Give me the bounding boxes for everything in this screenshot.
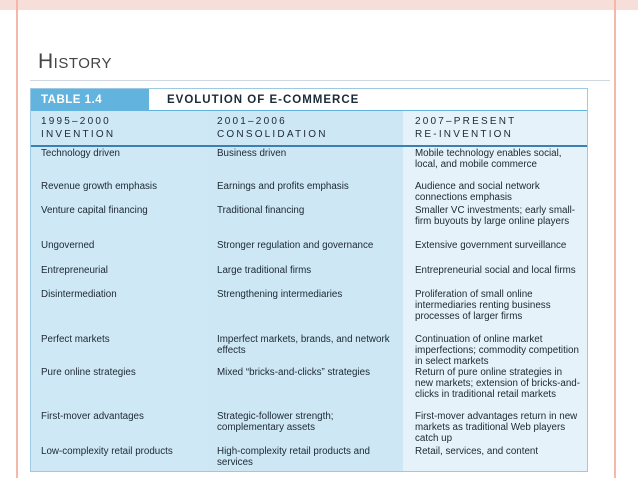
table-cell: Traditional financing xyxy=(217,205,305,216)
table-cell: Continuation of online market imperfections; commodity competition in select markets xyxy=(415,334,579,367)
period-phase: RE-INVENTION xyxy=(415,129,514,140)
period-years: 2001–2006 xyxy=(217,116,287,127)
table-cell: Mixed “bricks-and-clicks” strategies xyxy=(217,367,370,378)
period-header-1 xyxy=(41,115,115,141)
top-decoration-strip xyxy=(0,0,638,10)
table-cell: First-mover advantages return in new markets as traditional Web players catch up xyxy=(415,411,578,444)
table-title: EVOLUTION OF E-COMMERCE xyxy=(167,94,360,106)
table-cell: Audience and social network connections emphasis xyxy=(415,181,540,203)
table-cell: Smaller VC investments; early small-firm buyouts by large online players xyxy=(415,205,576,227)
slide-title: History xyxy=(38,50,112,73)
table-cell: Mobile technology enables social, local, and mobile commerce xyxy=(415,148,562,170)
table-cell: Disintermediation xyxy=(41,289,117,300)
period-phase: CONSOLIDATION xyxy=(217,129,328,140)
period-header-3 xyxy=(415,115,516,141)
table-cell: Business driven xyxy=(217,148,287,159)
table-banner xyxy=(31,89,587,111)
table-cell: Venture capital financing xyxy=(41,205,148,216)
table-cell: Large traditional firms xyxy=(217,265,312,276)
evolution-table xyxy=(30,88,588,472)
table-cell: Perfect markets xyxy=(41,334,110,345)
table-cell: First-mover advantages xyxy=(41,411,144,422)
table-cell: Ungoverned xyxy=(41,240,95,251)
table-cell: Strengthening intermediaries xyxy=(217,289,343,300)
table-cell: Pure online strategies xyxy=(41,367,136,378)
title-underline xyxy=(30,80,610,81)
header-divider xyxy=(31,145,587,147)
table-cell: Earnings and profits emphasis xyxy=(217,181,349,192)
period-header-row xyxy=(31,111,587,143)
left-decoration-rule xyxy=(16,0,18,478)
period-phase: INVENTION xyxy=(41,129,116,140)
table-cell: High-complexity retail products and services xyxy=(217,446,371,468)
period-header-2 xyxy=(217,115,328,141)
right-decoration-rule xyxy=(614,0,616,478)
table-label: TABLE 1.4 xyxy=(31,89,149,111)
table-cell: Imperfect markets, brands, and network effects xyxy=(217,334,390,356)
table-cell: Extensive government surveillance xyxy=(415,240,567,251)
period-years: 1995–2000 xyxy=(41,116,111,127)
table-cell: Return of pure online strategies in new markets; extension of bricks-and-clicks in traditional retail markets xyxy=(415,367,580,400)
table-cell: Entrepreneurial xyxy=(41,265,108,276)
table-cell: Proliferation of small online intermediaries renting business processes of larger firms xyxy=(415,289,551,322)
table-cell: Entrepreneurial social and local firms xyxy=(415,265,576,276)
period-years: 2007–PRESENT xyxy=(415,116,517,127)
table-cell: Strategic-follower strength; complementary assets xyxy=(217,411,334,433)
table-cell: Low-complexity retail products xyxy=(41,446,173,457)
table-cell: Stronger regulation and governance xyxy=(217,240,374,251)
table-cell: Revenue growth emphasis xyxy=(41,181,157,192)
table-cell: Retail, services, and content xyxy=(415,446,539,457)
table-cell: Technology driven xyxy=(41,148,120,159)
